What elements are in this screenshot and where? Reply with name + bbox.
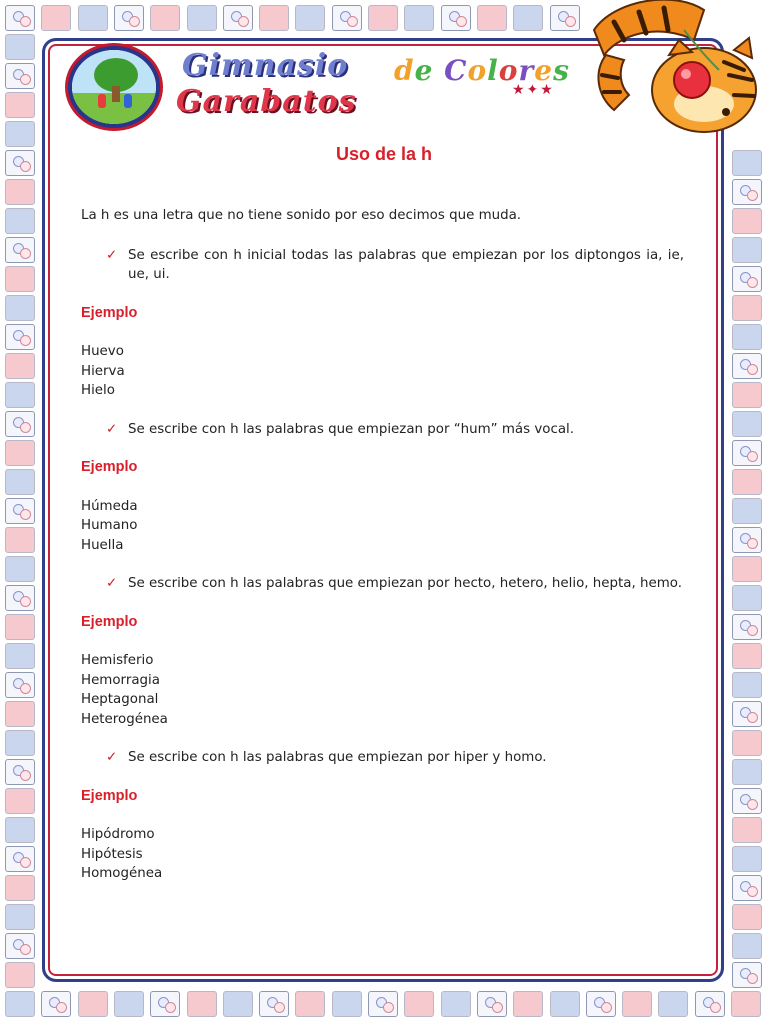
color-tile xyxy=(295,991,325,1017)
color-tile xyxy=(732,817,762,843)
flower-tile-icon xyxy=(5,324,35,350)
flower-tile-icon xyxy=(223,5,253,31)
rule-text: Se escribe con h inicial todas las palabras que empiezan por los diptongos ia, ie, ue, ui. xyxy=(128,247,684,282)
color-tile xyxy=(732,585,762,611)
brand-line-2: Garabatos xyxy=(176,84,357,119)
color-tile xyxy=(732,208,762,234)
color-tile xyxy=(477,5,507,31)
color-tile xyxy=(732,672,762,698)
color-tile xyxy=(732,382,762,408)
example-word: Homogénea xyxy=(81,866,163,881)
intro-paragraph: La h es una letra que no tiene sonido por eso decimos que muda. xyxy=(81,208,522,223)
example-heading: Ejemplo xyxy=(81,459,138,475)
color-tile xyxy=(5,266,35,292)
rule-bullet xyxy=(81,574,684,594)
color-tile xyxy=(404,5,434,31)
color-tile xyxy=(295,5,325,31)
color-tile xyxy=(5,34,35,60)
color-tile xyxy=(513,5,543,31)
flower-tile-icon xyxy=(732,440,762,466)
brand-line-3: de Colores xyxy=(394,54,570,87)
color-tile xyxy=(732,904,762,930)
color-tile xyxy=(5,179,35,205)
color-tile xyxy=(114,991,144,1017)
example-word-list xyxy=(81,497,684,556)
example-word: Humano xyxy=(81,518,138,533)
example-word-list xyxy=(81,342,684,401)
color-tile xyxy=(732,933,762,959)
flower-tile-icon xyxy=(441,5,471,31)
flower-tile-icon xyxy=(259,991,289,1017)
color-tile xyxy=(5,614,35,640)
example-word: Hierva xyxy=(81,363,125,379)
flower-tile-icon xyxy=(732,266,762,292)
rule-bullet xyxy=(81,420,684,440)
rule-bullet xyxy=(81,246,684,285)
color-tile xyxy=(5,875,35,901)
color-tile xyxy=(5,556,35,582)
color-tile xyxy=(732,846,762,872)
example-word: Heptagonal xyxy=(81,692,159,707)
color-tile xyxy=(78,991,108,1017)
example-word: Heterogénea xyxy=(81,711,168,727)
color-tile xyxy=(78,5,108,31)
flower-tile-icon xyxy=(5,846,35,872)
example-word: Húmeda xyxy=(81,498,138,514)
color-tile xyxy=(658,991,688,1017)
rule-bullet xyxy=(81,748,684,768)
example-heading: Ejemplo xyxy=(81,787,138,804)
color-tile xyxy=(732,411,762,437)
color-tile xyxy=(150,5,180,31)
color-tile xyxy=(223,991,253,1017)
flower-tile-icon xyxy=(5,237,35,263)
color-tile xyxy=(187,991,217,1017)
color-tile xyxy=(732,556,762,582)
color-tile xyxy=(41,5,71,31)
flower-tile-icon xyxy=(732,179,762,205)
flower-tile-icon xyxy=(477,991,507,1017)
color-tile xyxy=(441,991,471,1017)
color-tile xyxy=(622,991,652,1017)
example-word: Hemorragia xyxy=(81,672,160,688)
example-heading: Ejemplo xyxy=(81,613,138,630)
flower-tile-icon xyxy=(550,5,580,31)
flower-tile-icon xyxy=(41,991,71,1017)
rule-text: Se escribe con h las palabras que empiezan por hiper y homo. xyxy=(128,750,547,765)
color-tile xyxy=(5,208,35,234)
flower-tile-icon xyxy=(732,962,762,988)
flower-tile-icon xyxy=(732,353,762,379)
example-word: Hipódromo xyxy=(81,827,155,842)
tiger-mascot-icon xyxy=(584,0,768,140)
rule-text: Se escribe con h las palabras que empiezan por “hum” más vocal. xyxy=(128,421,575,437)
color-tile xyxy=(5,295,35,321)
flower-tile-icon xyxy=(586,991,616,1017)
color-tile xyxy=(550,991,580,1017)
color-tile xyxy=(732,730,762,756)
flower-tile-icon xyxy=(5,63,35,89)
example-word: Huevo xyxy=(81,344,124,359)
color-tile xyxy=(332,991,362,1017)
color-tile xyxy=(5,469,35,495)
color-tile xyxy=(5,440,35,466)
example-word: Hipótesis xyxy=(81,846,143,862)
flower-tile-icon xyxy=(732,701,762,727)
flower-tile-icon xyxy=(5,672,35,698)
color-tile xyxy=(513,991,543,1017)
flower-tile-icon xyxy=(5,759,35,785)
color-tile xyxy=(368,5,398,31)
flower-tile-icon xyxy=(732,788,762,814)
flower-tile-icon xyxy=(368,991,398,1017)
color-tile xyxy=(187,5,217,31)
checkmark-icon: ✓ xyxy=(106,247,118,263)
flower-tile-icon xyxy=(732,875,762,901)
flower-tile-icon xyxy=(695,991,725,1017)
border-bottom xyxy=(0,988,768,1024)
example-word-list xyxy=(81,651,684,729)
brand-line-1: Gimnasio xyxy=(182,48,349,83)
flower-tile-icon xyxy=(5,498,35,524)
example-heading: Ejemplo xyxy=(81,304,138,321)
color-tile xyxy=(5,788,35,814)
flower-tile-icon xyxy=(732,527,762,553)
color-tile xyxy=(404,991,434,1017)
checkmark-icon: ✓ xyxy=(106,421,118,437)
color-tile xyxy=(5,904,35,930)
document-body xyxy=(81,206,684,903)
example-word: Hielo xyxy=(81,383,115,398)
example-word-list xyxy=(81,825,684,884)
page-title: Uso de la h xyxy=(335,144,433,164)
color-tile xyxy=(5,730,35,756)
flower-tile-icon xyxy=(5,411,35,437)
color-tile xyxy=(732,295,762,321)
color-tile xyxy=(259,5,289,31)
school-logo-icon xyxy=(68,46,160,128)
stars-icon: ★✦★ xyxy=(512,82,555,98)
color-tile xyxy=(732,498,762,524)
checkmark-icon: ✓ xyxy=(106,750,118,765)
color-tile xyxy=(732,237,762,263)
color-tile xyxy=(732,324,762,350)
color-tile xyxy=(5,382,35,408)
flower-tile-icon xyxy=(5,585,35,611)
color-tile xyxy=(732,643,762,669)
color-tile xyxy=(732,469,762,495)
rule-text: Se escribe con h las palabras que empiezan por hecto, hetero, helio, hepta, hemo. xyxy=(128,576,682,591)
color-tile xyxy=(5,962,35,988)
example-word: Hemisferio xyxy=(81,653,154,668)
checkmark-icon: ✓ xyxy=(106,576,118,591)
color-tile xyxy=(732,759,762,785)
flower-tile-icon xyxy=(114,5,144,31)
flower-tile-icon xyxy=(5,933,35,959)
color-tile xyxy=(5,527,35,553)
color-tile xyxy=(5,643,35,669)
color-tile xyxy=(5,92,35,118)
color-tile xyxy=(5,701,35,727)
flower-tile-icon xyxy=(332,5,362,31)
example-word: Huella xyxy=(81,537,124,553)
color-tile xyxy=(5,353,35,379)
flower-tile-icon xyxy=(732,614,762,640)
color-tile xyxy=(5,817,35,843)
flower-tile-icon xyxy=(150,991,180,1017)
